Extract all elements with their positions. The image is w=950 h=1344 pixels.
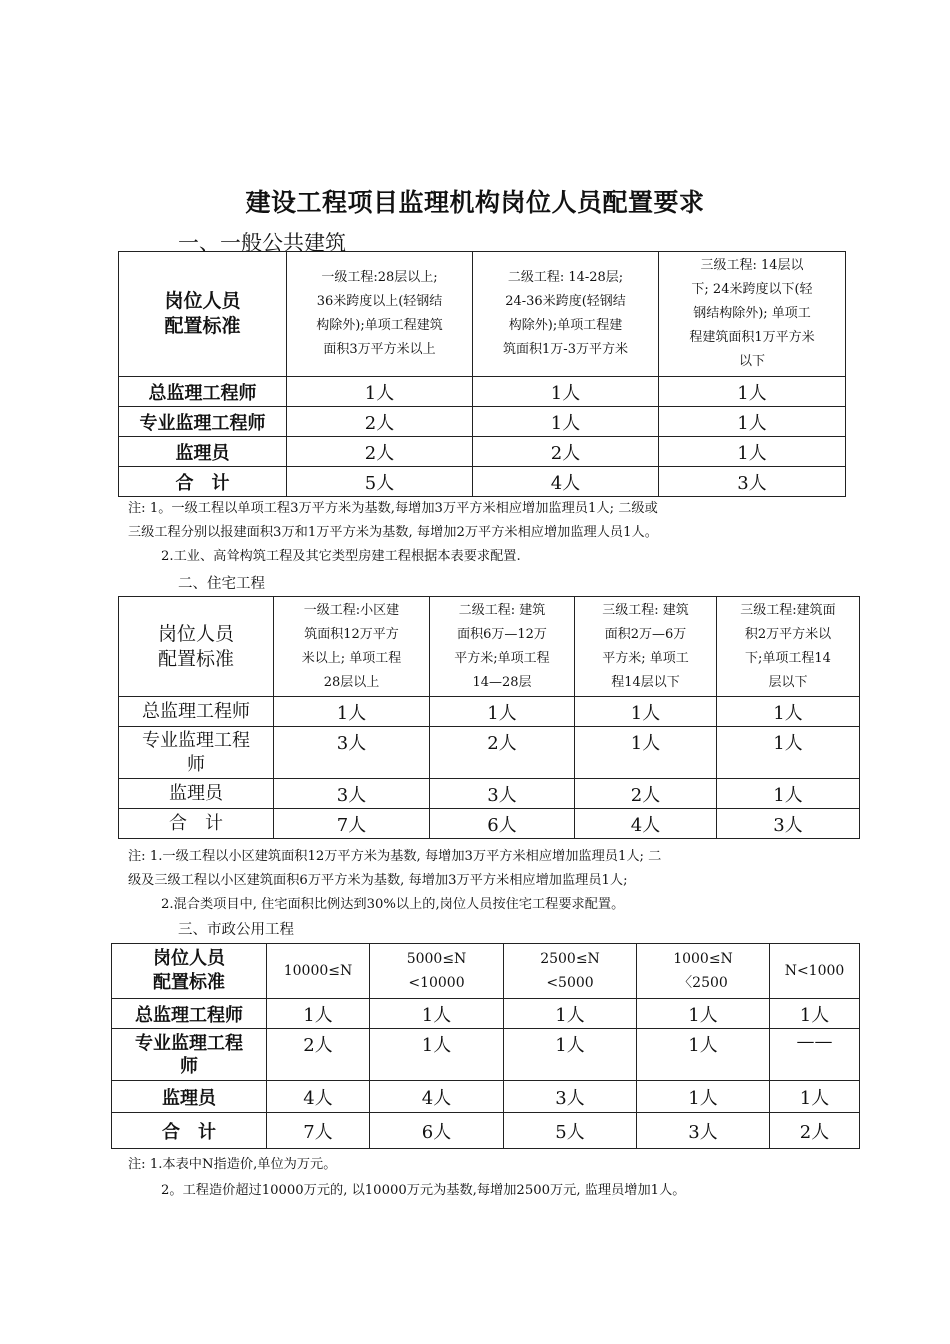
section-title-municipal: 三、市政公用工程 [178, 922, 294, 938]
table-cell: 2人 [430, 727, 575, 779]
table-cell: 1人 [287, 377, 473, 407]
table-row [119, 467, 846, 497]
table-cell: 3人 [504, 1081, 637, 1113]
table-row [112, 1029, 860, 1081]
note-line: 级及三级工程以小区建筑面积6万平方米为基数, 每增加3万平方米相应增加监理员1人; [128, 873, 628, 888]
table-cell: 1人 [504, 999, 637, 1029]
column-header-level1: 一级工程:小区建 筑面积12万平方 米以上; 单项工程 28层以上 [274, 597, 430, 697]
table-row [112, 1113, 860, 1149]
table-row [119, 407, 846, 437]
column-header-n2: 5000≤N <10000 [370, 944, 504, 999]
table-cell: 2人 [575, 779, 717, 809]
table-cell: 3人 [430, 779, 575, 809]
table-cell: 1人 [659, 437, 846, 467]
table-cell: 1人 [370, 999, 504, 1029]
table-cell: 1人 [770, 1081, 860, 1113]
table-cell: 2人 [287, 407, 473, 437]
note-line: 注: 1.本表中N指造价,单位为万元。 [128, 1157, 337, 1172]
row-label: 总监理工程师 [119, 697, 274, 727]
section-title-residential: 二、住宅工程 [178, 576, 265, 592]
table-row [119, 377, 846, 407]
table-cell: 7人 [274, 809, 430, 839]
table-row [119, 779, 860, 809]
column-header-level2: 二级工程: 建筑 面积6万—12万 平方米;单项工程 14—28层 [430, 597, 575, 697]
table-cell: 1人 [637, 1081, 770, 1113]
row-label: 专业监理工程 师 [112, 1029, 267, 1081]
row-label: 专业监理工程师 [119, 407, 287, 437]
table-cell: 2人 [267, 1029, 370, 1081]
table-cell: 3人 [274, 727, 430, 779]
table-row [119, 437, 846, 467]
note-line: 2。工程造价超过10000万元的, 以10000万元为基数,每增加2500万元, 监理员增加1人。 [161, 1183, 686, 1198]
column-header-level3a: 三级工程: 建筑 面积2万—6万 平方米; 单项工 程14层以下 [575, 597, 717, 697]
row-label: 合 计 [119, 467, 287, 497]
row-label: 总监理工程师 [119, 377, 287, 407]
table-cell: 1人 [659, 407, 846, 437]
table-row [119, 727, 860, 779]
residential-table [118, 596, 860, 839]
table-cell: —— [770, 1029, 860, 1081]
table-cell: 4人 [575, 809, 717, 839]
table-cell: 7人 [267, 1113, 370, 1149]
note-line: 注: 1.一级工程以小区建筑面积12万平方米为基数, 每增加3万平方米相应增加监理员1人; 二 [128, 849, 662, 864]
table-cell: 1人 [637, 1029, 770, 1081]
table-cell: 1人 [473, 377, 659, 407]
table-row [119, 697, 860, 727]
row-label: 总监理工程师 [112, 999, 267, 1029]
table-cell: 1人 [659, 377, 846, 407]
table-cell: 1人 [267, 999, 370, 1029]
row-label: 监理员 [119, 437, 287, 467]
public-buildings-table [118, 251, 846, 497]
table-cell: 1人 [473, 407, 659, 437]
row-label: 监理员 [112, 1081, 267, 1113]
table-cell: 4人 [370, 1081, 504, 1113]
municipal-table [111, 943, 860, 1149]
section-title-public-buildings: 一、一般公共建筑 [178, 231, 346, 255]
row-label: 监理员 [119, 779, 274, 809]
row-label: 合 计 [119, 809, 274, 839]
table-cell: 3人 [274, 779, 430, 809]
column-header-level2: 二级工程: 14-28层; 24-36米跨度(轻钢结 构除外);单项工程建 筑面积1万-3万平方米 [473, 252, 659, 377]
column-header-level1: 一级工程:28层以上; 36米跨度以上(轻钢结 构除外);单项工程建筑 面积3万平方米以上 [287, 252, 473, 377]
table-cell: 1人 [575, 697, 717, 727]
note-line: 2.混合类项目中, 住宅面积比例达到30%以上的,岗位人员按住宅工程要求配置。 [161, 897, 625, 912]
table-row [119, 809, 860, 839]
column-header-n4: 1000≤N 〈2500 [637, 944, 770, 999]
table-cell: 2人 [287, 437, 473, 467]
column-header-n1: 10000≤N [267, 944, 370, 999]
note-line: 2.工业、高耸构筑工程及其它类型房建工程根据本表要求配置. [161, 549, 521, 564]
table-cell: 1人 [770, 999, 860, 1029]
table-cell: 2人 [473, 437, 659, 467]
note-line: 三级工程分别以报建面积3万和1万平方米为基数, 每增加2万平方米相应增加监理人员1人。 [128, 525, 658, 540]
table-cell: 3人 [637, 1113, 770, 1149]
table-row [112, 999, 860, 1029]
table-cell: 5人 [287, 467, 473, 497]
table-cell: 1人 [504, 1029, 637, 1081]
table-cell: 1人 [717, 697, 860, 727]
page-title: 建设工程项目监理机构岗位人员配置要求 [245, 188, 705, 217]
row-label: 专业监理工程 师 [119, 727, 274, 779]
note-line: 注: 1。一级工程以单项工程3万平方米为基数,每增加3万平方米相应增加监理员1人; 二级或 [128, 501, 658, 516]
corner-header: 岗位人员 配置标准 [112, 944, 267, 999]
table-cell: 1人 [575, 727, 717, 779]
table-cell: 1人 [274, 697, 430, 727]
table-row [112, 1081, 860, 1113]
table-cell: 6人 [430, 809, 575, 839]
corner-header: 岗位人员 配置标准 [119, 252, 287, 377]
table-cell: 4人 [267, 1081, 370, 1113]
table-cell: 5人 [504, 1113, 637, 1149]
table-cell: 3人 [659, 467, 846, 497]
column-header-level3: 三级工程: 14层以 下; 24米跨度以下(轻 钢结构除外); 单项工 程建筑面积1万平方米 以下 [659, 252, 846, 377]
table-cell: 1人 [370, 1029, 504, 1081]
column-header-n3: 2500≤N <5000 [504, 944, 637, 999]
table-cell: 1人 [717, 779, 860, 809]
corner-header: 岗位人员 配置标准 [119, 597, 274, 697]
table-cell: 1人 [430, 697, 575, 727]
table-cell: 6人 [370, 1113, 504, 1149]
column-header-n5: N<1000 [770, 944, 860, 999]
table-cell: 1人 [637, 999, 770, 1029]
table-cell: 2人 [770, 1113, 860, 1149]
table-cell: 4人 [473, 467, 659, 497]
table-cell: 1人 [717, 727, 860, 779]
row-label: 合 计 [112, 1113, 267, 1149]
column-header-level3b: 三级工程:建筑面 积2万平方米以 下;单项工程14 层以下 [717, 597, 860, 697]
table-cell: 3人 [717, 809, 860, 839]
